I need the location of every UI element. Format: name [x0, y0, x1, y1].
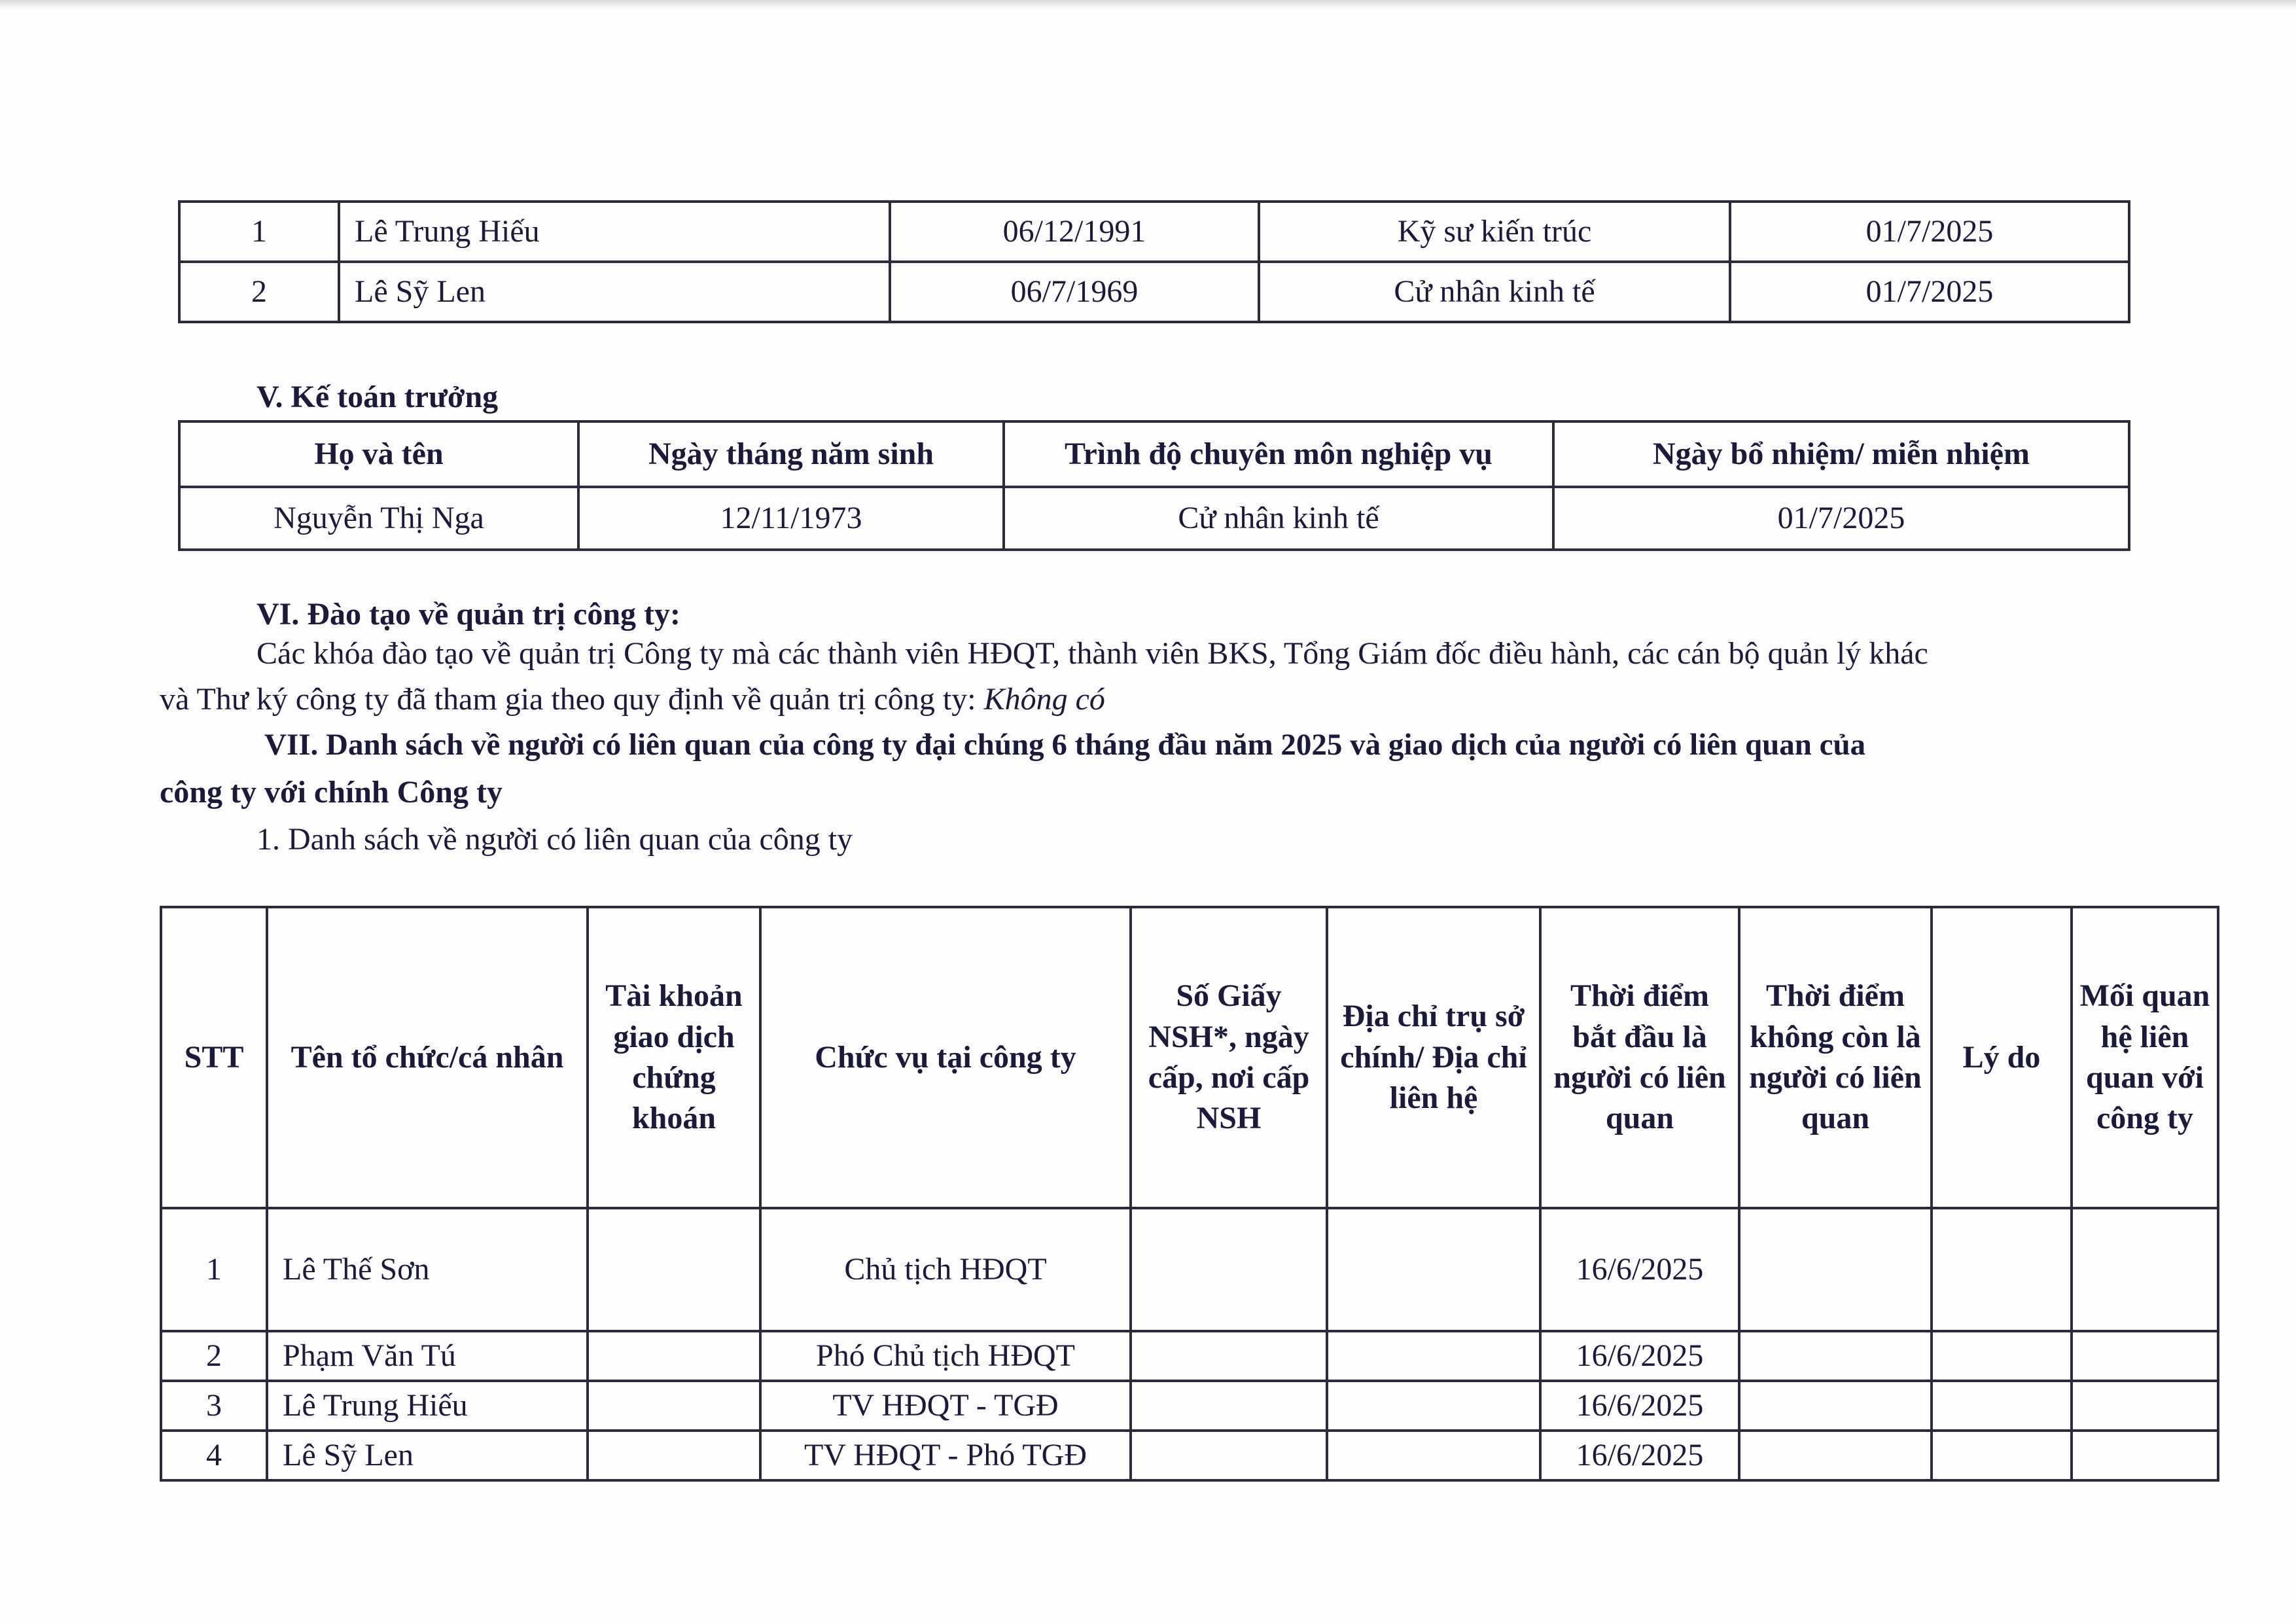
- chief-accountant-table: [178, 420, 2130, 551]
- cell-account: [588, 1381, 760, 1431]
- header-address: Địa chỉ trụ sở chính/ Địa chỉ liên hệ: [1327, 907, 1540, 1208]
- cell-name: Phạm Văn Tú: [267, 1331, 588, 1381]
- cell-position: TV HĐQT - Phó TGĐ: [760, 1431, 1131, 1480]
- cell-start: 16/6/2025: [1540, 1381, 1739, 1431]
- header-qualification: Trình độ chuyên môn nghiệp vụ: [1004, 421, 1553, 487]
- header-stt: STT: [161, 907, 267, 1208]
- related-persons-table: [160, 906, 2219, 1482]
- red-stamp-edge: [2265, 844, 2291, 1132]
- header-end: Thời điểm không còn là người có liên quan: [1739, 907, 1932, 1208]
- section-vii-title-line1: VII. Danh sách về người có liên quan của công ty đại chúng 6 tháng đầu năm 2025 và giao dịch của người có liên quan của: [264, 728, 1866, 762]
- cell-date: 01/7/2025: [1730, 202, 2129, 262]
- cell-no: 1: [179, 202, 339, 262]
- table-row: [179, 262, 2129, 322]
- header-reason: Lý do: [1932, 907, 2072, 1208]
- table-row: [161, 1431, 2218, 1480]
- header-dob: Ngày tháng năm sinh: [578, 421, 1004, 487]
- cell-nsh: [1131, 1381, 1327, 1431]
- cell-qualification: Cử nhân kinh tế: [1004, 487, 1553, 550]
- cell-reason: [1932, 1331, 2072, 1381]
- cell-start: 16/6/2025: [1540, 1331, 1739, 1381]
- cell-name: Nguyễn Thị Nga: [179, 487, 578, 550]
- cell-nsh: [1131, 1208, 1327, 1331]
- cell-stt: 3: [161, 1381, 267, 1431]
- cell-dob: 12/11/1973: [578, 487, 1004, 550]
- cell-position: TV HĐQT - TGĐ: [760, 1381, 1131, 1431]
- cell-stt: 1: [161, 1208, 267, 1331]
- cell-name: Lê Trung Hiếu: [267, 1381, 588, 1431]
- table-row: [161, 1208, 2218, 1331]
- cell-end: [1739, 1381, 1932, 1431]
- cell-relation: [2072, 1208, 2218, 1331]
- cell-address: [1327, 1331, 1540, 1381]
- header-name: Tên tổ chức/cá nhân: [267, 907, 588, 1208]
- cell-position: Phó Chủ tịch HĐQT: [760, 1331, 1131, 1381]
- section-v-title: V. Kế toán trưởng: [256, 380, 499, 414]
- header-relation: Mối quan hệ liên quan với công ty: [2072, 907, 2218, 1208]
- cell-end: [1739, 1331, 1932, 1381]
- header-account: Tài khoản giao dịch chứng khoán: [588, 907, 760, 1208]
- header-start: Thời điểm bắt đầu là người có liên quan: [1540, 907, 1739, 1208]
- cell-date: 01/7/2025: [1730, 262, 2129, 322]
- cell-nsh: [1131, 1431, 1327, 1480]
- cell-date: 01/7/2025: [1553, 487, 2129, 550]
- cell-relation: [2072, 1381, 2218, 1431]
- section-vi-answer: Không có: [983, 682, 1105, 717]
- section-vii-title-line2: công ty với chính Công ty: [160, 775, 503, 810]
- cell-address: [1327, 1208, 1540, 1331]
- section-vi-paragraph-line2: [160, 681, 1105, 719]
- section-vi-text: và Thư ký công ty đã tham gia theo quy định về quản trị công ty:: [160, 682, 976, 717]
- cell-account: [588, 1331, 760, 1381]
- cell-qualification: Kỹ sư kiến trúc: [1259, 202, 1730, 262]
- cell-relation: [2072, 1431, 2218, 1480]
- cell-name: Lê Thế Sơn: [267, 1208, 588, 1331]
- cell-stt: 2: [161, 1331, 267, 1381]
- table-header-row: [161, 907, 2218, 1208]
- cell-account: [588, 1208, 760, 1331]
- header-nsh: Số Giấy NSH*, ngày cấp, nơi cấp NSH: [1131, 907, 1327, 1208]
- cell-address: [1327, 1381, 1540, 1431]
- cell-address: [1327, 1431, 1540, 1480]
- section-vi-paragraph-line1: Các khóa đào tạo về quản trị Công ty mà các thành viên HĐQT, thành viên BKS, Tổng Giám đốc điều hành, các cán bộ quản lý khác: [256, 636, 1928, 671]
- cell-dob: 06/7/1969: [890, 262, 1259, 322]
- cell-start: 16/6/2025: [1540, 1431, 1739, 1480]
- table-row: [179, 202, 2129, 262]
- cell-account: [588, 1431, 760, 1480]
- cell-reason: [1932, 1381, 2072, 1431]
- cell-end: [1739, 1208, 1932, 1331]
- header-appointment-date: Ngày bổ nhiệm/ miễn nhiệm: [1553, 421, 2129, 487]
- cell-no: 2: [179, 262, 339, 322]
- cell-qualification: Cử nhân kinh tế: [1259, 262, 1730, 322]
- cell-stt: 4: [161, 1431, 267, 1480]
- table-row: [161, 1381, 2218, 1431]
- cell-end: [1739, 1431, 1932, 1480]
- cell-start: 16/6/2025: [1540, 1208, 1739, 1331]
- table-row: [179, 487, 2129, 550]
- header-position: Chức vụ tại công ty: [760, 907, 1131, 1208]
- cell-reason: [1932, 1431, 2072, 1480]
- header-name: Họ và tên: [179, 421, 578, 487]
- cell-name: Lê Sỹ Len: [339, 262, 890, 322]
- cell-relation: [2072, 1331, 2218, 1381]
- cell-dob: 06/12/1991: [890, 202, 1259, 262]
- cell-reason: [1932, 1208, 2072, 1331]
- cell-nsh: [1131, 1331, 1327, 1381]
- section-vi-title: VI. Đào tạo về quản trị công ty:: [256, 597, 680, 632]
- cell-position: Chủ tịch HĐQT: [760, 1208, 1131, 1331]
- cell-name: Lê Trung Hiếu: [339, 202, 890, 262]
- scan-edge: [0, 0, 2296, 9]
- members-table: [178, 200, 2130, 323]
- table-row: [161, 1331, 2218, 1381]
- section-vii-subtitle: 1. Danh sách về người có liên quan của công ty: [256, 822, 853, 857]
- table-header-row: [179, 421, 2129, 487]
- cell-name: Lê Sỹ Len: [267, 1431, 588, 1480]
